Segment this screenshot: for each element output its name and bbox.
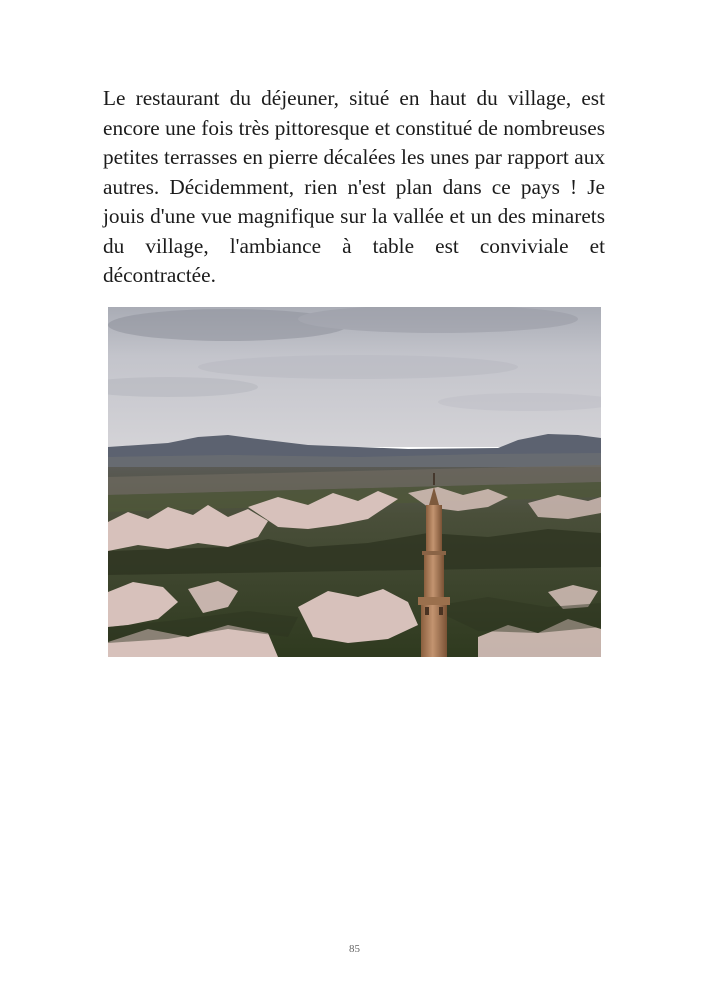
body-paragraph: Le restaurant du déjeuner, situé en haut du village, est encore une fois très pittoresque et constitué de nombreuses petites terrasses en pierre décalées les unes par rapport aux autres. Décidemment, rien n'est plan dans ce pays ! Je jouis d'une vue magnifique sur la vallée et un des minarets du village, l'ambiance à table est conviviale et décontractée. [103,86,605,287]
landscape-photo [108,307,601,657]
page-number: 85 [349,943,360,955]
valley-minaret-illustration [108,307,601,657]
